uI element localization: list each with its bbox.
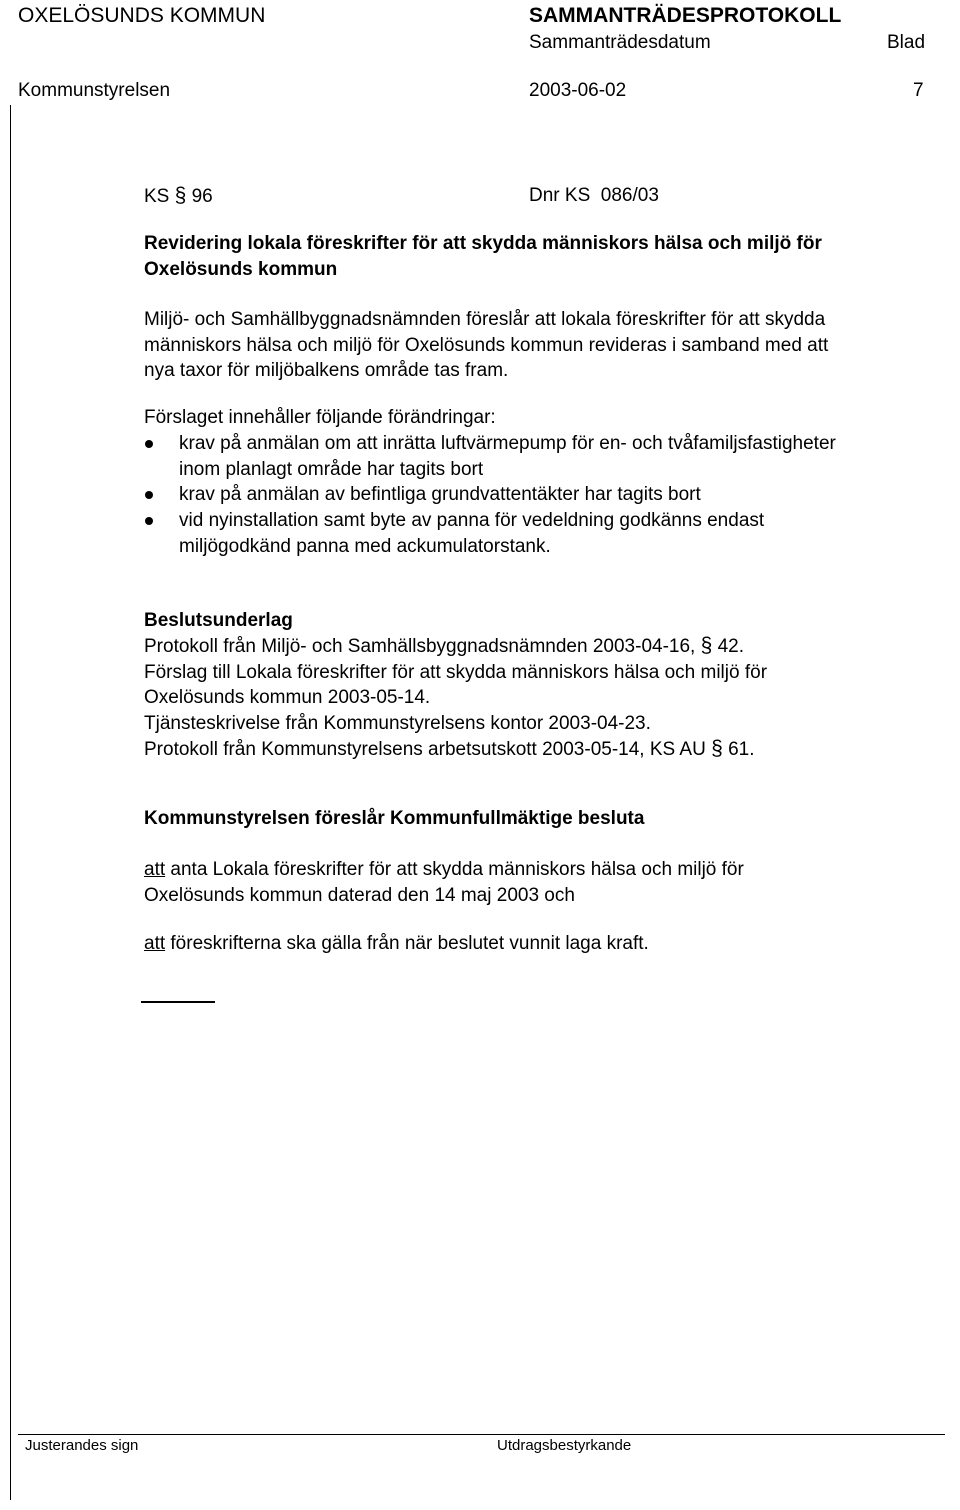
case-number (144, 183, 213, 209)
basis-line-text: 42. (717, 636, 744, 657)
list-item (179, 508, 939, 559)
title-line: Revidering lokala föreskrifter för att skydda människors hälsa och miljö för (144, 233, 822, 254)
decision-paragraph (144, 857, 934, 908)
intro-line: människors hälsa och miljö för Oxelösunds kommun revideras i samband med att (144, 334, 829, 356)
bullet-icon (145, 517, 153, 525)
intro-paragraph (144, 307, 934, 384)
decision-text: föreskrifterna ska gälla från när beslutet vunnit laga kraft. (170, 933, 649, 954)
basis-heading: Beslutsunderlag (144, 610, 293, 631)
page-number: 7 (913, 80, 924, 101)
end-rule (141, 1001, 215, 1003)
basis-line-text: 61. (728, 739, 755, 760)
section-sign: § (174, 184, 187, 207)
proposal-heading: Kommunstyrelsen föreslår Kommunfullmäktige besluta (144, 808, 645, 829)
basis-line: Oxelösunds kommun 2003-05-14. (144, 687, 431, 708)
title-line: Oxelösunds kommun (144, 258, 338, 280)
basis-line (144, 633, 934, 660)
list-item-line: miljögodkänd panna med ackumulatorstank. (179, 535, 551, 557)
section-sign: § (711, 737, 723, 760)
basis-line (144, 736, 934, 763)
meeting-date: 2003-06-02 (529, 80, 627, 101)
att-keyword: att (144, 933, 166, 954)
decision-text: anta Lokala föreskrifter för att skydda människors hälsa och miljö för (170, 859, 744, 880)
basis-list (144, 633, 934, 763)
list-item (179, 431, 939, 482)
municipality-name: OXELÖSUNDS KOMMUN (18, 4, 266, 27)
extract-certification-label: Utdragsbestyrkande (497, 1437, 632, 1454)
meeting-date-label: Sammanträdesdatum (529, 32, 711, 53)
bullet-icon (145, 491, 153, 499)
list-item-line: krav på anmälan av befintliga grundvattentäkter har tagits bort (179, 484, 701, 505)
case-number-value: 96 (191, 186, 213, 207)
left-margin-line (10, 105, 11, 1500)
list-item-line: vid nyinstallation samt byte av panna för vedeldning godkänns endast (179, 510, 765, 531)
section-sign: § (700, 634, 713, 657)
list-item-line: krav på anmälan om att inrätta luftvärmepump för en- och tvåfamiljsfastigheter (179, 433, 836, 454)
footer-rule (18, 1434, 945, 1435)
basis-line-text: Protokoll från Miljö- och Samhällsbyggnadsnämnden 2003-04-16, (144, 636, 696, 657)
intro-line: nya taxor för miljöbalkens område tas fram. (144, 360, 509, 381)
list-item (179, 482, 939, 508)
decision-line (144, 931, 934, 957)
decision-line (144, 857, 934, 883)
basis-line: Tjänsteskrivelse från Kommunstyrelsens kontor 2003-04-23. (144, 712, 651, 734)
case-prefix: KS (144, 186, 170, 207)
signature-label: Justerandes sign (25, 1437, 139, 1454)
list-item-line: inom planlagt område har tagits bort (179, 458, 484, 480)
intro-line: Miljö- och Samhällbyggnadsnämnden föreslår att lokala föreskrifter för att skydda (144, 309, 826, 330)
att-keyword: att (144, 859, 166, 880)
body-name: Kommunstyrelsen (18, 80, 171, 101)
basis-line-text: Protokoll från Kommunstyrelsens arbetsutskott 2003-05-14, KS AU (144, 739, 706, 760)
bullet-icon (145, 440, 153, 448)
decision-paragraph (144, 931, 934, 957)
page-label: Blad (887, 32, 926, 53)
document-type: SAMMANTRÄDESPROTOKOLL (529, 4, 842, 27)
page-title (144, 231, 934, 282)
diary-number: Dnr KS 086/03 (529, 185, 659, 206)
changes-heading: Förslaget innehåller följande förändringar: (144, 407, 496, 428)
basis-line: Förslag till Lokala föreskrifter för att skydda människors hälsa och miljö för (144, 661, 768, 683)
decision-line: Oxelösunds kommun daterad den 14 maj 2003 och (144, 884, 575, 906)
